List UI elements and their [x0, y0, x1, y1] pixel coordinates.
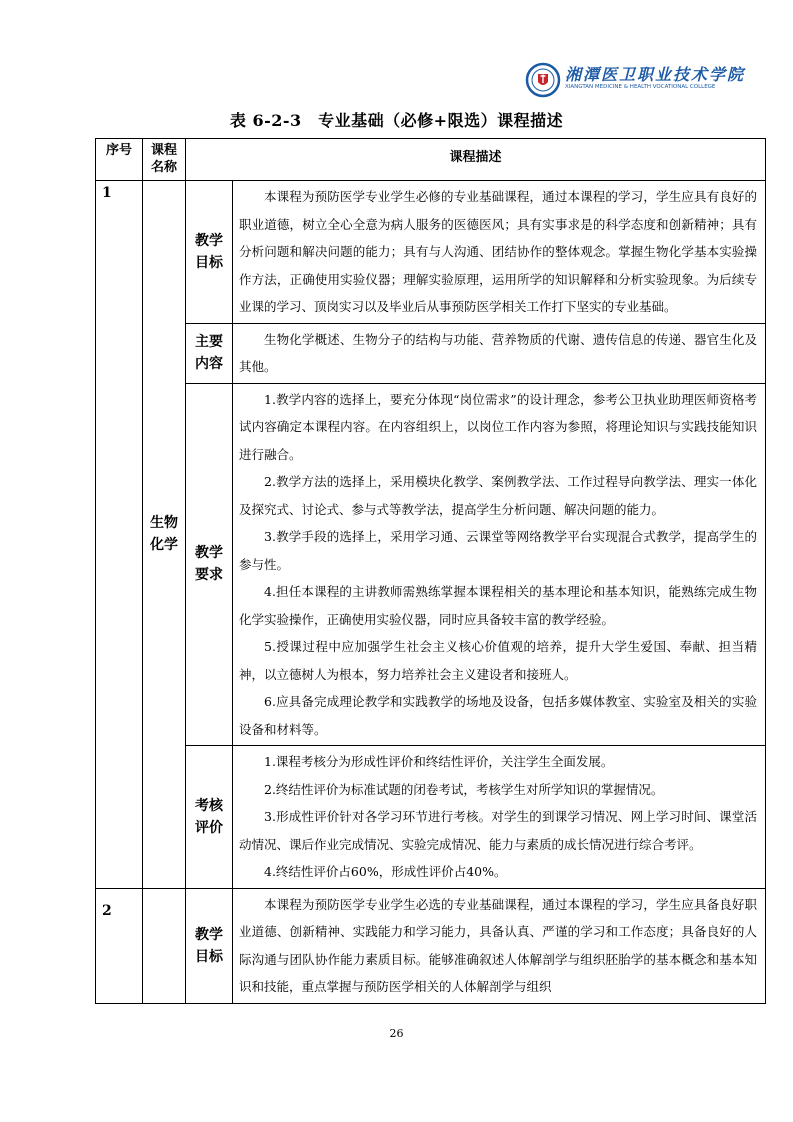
- course-name-line1: 生物: [150, 515, 178, 532]
- section-desc: [233, 323, 766, 383]
- school-name: 湘潭医卫职业技术学院: [565, 65, 746, 84]
- course-name: [143, 888, 186, 1003]
- section-label-line1: 教学: [195, 232, 223, 249]
- section-label-line2: 要求: [195, 567, 223, 584]
- section-label-line1: 主要: [195, 334, 223, 350]
- header-desc: 课程描述: [186, 139, 766, 177]
- header-course-line2: 名称: [150, 160, 177, 175]
- desc-paragraph: 2.教学方法的选择上，采用模块化教学、案例教学法、工作过程导向教学法、理实一体化及探究式、讨论式、参与式等教学法，提高学生分析问题、解决问题的能力。: [239, 474, 758, 517]
- desc-paragraph: 4.担任本课程的主讲教师需熟练掌握本课程相关的基本理论和基本知识，能熟练完成生物化学实验操作，正确使用实验仪器，同时应具备较丰富的教学经验。: [239, 584, 758, 627]
- section-label: [186, 181, 233, 324]
- section-label: [186, 746, 233, 889]
- course-name-line2: 化学: [150, 537, 178, 554]
- school-logo: [525, 62, 765, 98]
- desc-paragraph: 5.授课过程中应加强学生社会主义核心价值观的培养，提升大学生爱国、奉献、担当精神，以立德树人为根本，努力培养社会主义建设者和接班人。: [239, 639, 758, 682]
- section-label-line1: 考核: [195, 797, 223, 814]
- section-label-line2: 评价: [195, 819, 223, 836]
- page-number: 26: [389, 1027, 404, 1040]
- desc-paragraph: 4.终结性评价占60%，形成性评价占40%。: [264, 864, 507, 879]
- desc-paragraph: 生物化学概述、生物分子的结构与功能、营养物质的代谢、遗传信息的传递、器官生化及其他。: [239, 331, 758, 374]
- table-row: [96, 383, 766, 746]
- section-label: [186, 323, 233, 383]
- row-seq: 2: [96, 888, 143, 1003]
- table-row: [96, 888, 766, 1003]
- desc-paragraph: 3.形成性评价针对各学习环节进行考核。对学生的到课学习情况、网上学习时间、课堂活动情况、课后作业完成情况、实验完成情况、能力与素质的成长情况进行综合考评。: [239, 809, 758, 852]
- desc-paragraph: 本课程为预防医学专业学生必修的专业基础课程，通过本课程的学习，学生应具有良好的职业道德，树立全心全意为病人服务的医德医风；具有实事求是的科学态度和创新精神；具有分析问题和解决问题的能力；具有与人沟通、团结协作的整体观念。掌握生物化学基本实验操作方法，正确使用实验仪器；理解实验原理，运用所学的知识解释和分析实验现象。为后续专业课的学习、顶岗实习以及毕业后从事预防医学相关工作打下坚实的专业基础。: [239, 189, 758, 314]
- section-label-line2: 目标: [195, 254, 223, 271]
- section-label: [186, 383, 233, 746]
- row-seq: 1: [96, 181, 143, 889]
- section-label-line2: 内容: [195, 356, 223, 372]
- desc-paragraph: 1.教学内容的选择上，要充分体现“岗位需求”的设计理念，参考公卫执业助理医师资格考试内容确定本课程内容。在内容组织上，以岗位工作内容为参照，将理论知识与实践技能知识进行融合。: [239, 391, 758, 462]
- section-label-line1: 教学: [195, 926, 223, 943]
- desc-paragraph: 本课程为预防医学专业学生必选的专业基础课程，通过本课程的学习，学生应具备良好职业道德、创新精神、实践能力和学习能力，具备认真、严谨的学习和工作态度；具备良好的人际沟通与团队协作能力素质目标。能够准确叙述人体解剖学与组织胚胎学的基本概念和基本知识和技能，重点掌握与预防医学相关的人体解剖学与组织: [239, 896, 758, 994]
- course-name: [143, 181, 186, 889]
- page-title: 表 6-2-3 专业基础（必修+限选）课程描述: [229, 111, 564, 130]
- section-label: [186, 888, 233, 1003]
- header-seq: 序号: [96, 139, 143, 177]
- table-row: [96, 746, 766, 889]
- header-course-name: [143, 139, 186, 177]
- desc-paragraph: 1.课程考核分为形成性评价和终结性评价，关注学生全面发展。: [264, 754, 614, 769]
- section-desc: [233, 181, 766, 324]
- table-row: [96, 323, 766, 383]
- school-name-en: XIANGTAN MEDICINE & HEALTH VOCATIONAL COLLEGE: [565, 84, 716, 90]
- section-label-line1: 教学: [195, 545, 223, 562]
- desc-paragraph: 3.教学手段的选择上，采用学习通、云课堂等网络教学平台实现混合式教学，提高学生的参与性。: [239, 529, 758, 572]
- table-row: [96, 181, 766, 324]
- desc-paragraph: 6.应具备完成理论教学和实践教学的场地及设备，包括多媒体教室、实验室及相关的实验设备和材料等。: [239, 694, 758, 737]
- section-desc: [233, 888, 766, 1003]
- section-desc: [233, 383, 766, 746]
- section-label-line2: 目标: [195, 948, 223, 965]
- desc-paragraph: 2.终结性评价为标准试题的闭卷考试，考核学生对所学知识的掌握情况。: [264, 781, 664, 797]
- course-table: [95, 138, 766, 1004]
- header-course-line1: 课程: [150, 143, 177, 158]
- section-desc: [233, 746, 766, 889]
